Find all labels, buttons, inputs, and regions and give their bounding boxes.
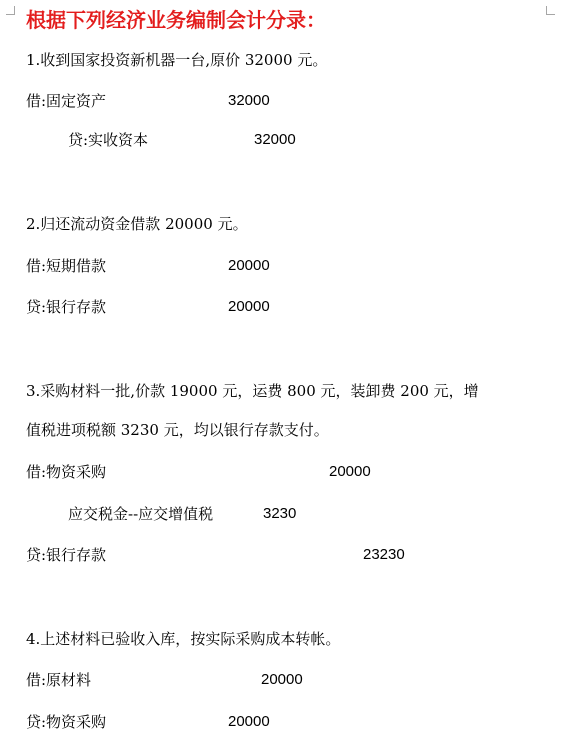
entry-4-credit-amount: 20000 xyxy=(228,713,270,730)
entry-3-credit-label: 贷:银行存款 xyxy=(26,546,107,564)
entry-3-tax-label: 应交税金--应交增值税 xyxy=(68,505,214,523)
entry-4-credit-label: 贷:物资采购 xyxy=(26,713,107,731)
document-title: 根据下列经济业务编制会计分录： xyxy=(26,8,326,32)
question-3-line-2: 值税进项税额 3230 元，均以银行存款支付。 xyxy=(26,421,329,439)
entry-2-debit-amount: 20000 xyxy=(228,257,270,274)
entry-4-debit-amount: 20000 xyxy=(261,671,303,688)
entry-4-debit-label: 借:原材料 xyxy=(26,671,92,689)
entry-1-credit-amount: 32000 xyxy=(254,131,296,148)
entry-3-debit-label: 借:物资采购 xyxy=(26,463,107,481)
question-1: 1.收到国家投资新机器一台,原价 32000 元。 xyxy=(26,51,328,69)
page-corner-mark xyxy=(6,6,15,15)
page-corner-mark xyxy=(546,6,555,15)
question-2: 2.归还流动资金借款 20000 元。 xyxy=(26,215,248,233)
entry-2-debit-label: 借:短期借款 xyxy=(26,257,107,275)
entry-2-credit-amount: 20000 xyxy=(228,298,270,315)
question-4: 4.上述材料已验收入库，按实际采购成本转帐。 xyxy=(26,630,341,648)
entry-1-debit-amount: 32000 xyxy=(228,92,270,109)
question-3-line-1: 3.采购材料一批,价款 19000 元，运费 800 元，装卸费 200 元，增 xyxy=(26,382,479,400)
entry-2-credit-label: 贷:银行存款 xyxy=(26,298,107,316)
entry-3-debit-amount: 20000 xyxy=(329,463,371,480)
entry-1-credit-label: 贷:实收资本 xyxy=(68,131,149,149)
entry-3-tax-amount: 3230 xyxy=(263,505,297,522)
entry-3-credit-amount: 23230 xyxy=(363,546,405,563)
entry-1-debit-label: 借:固定资产 xyxy=(26,92,107,110)
